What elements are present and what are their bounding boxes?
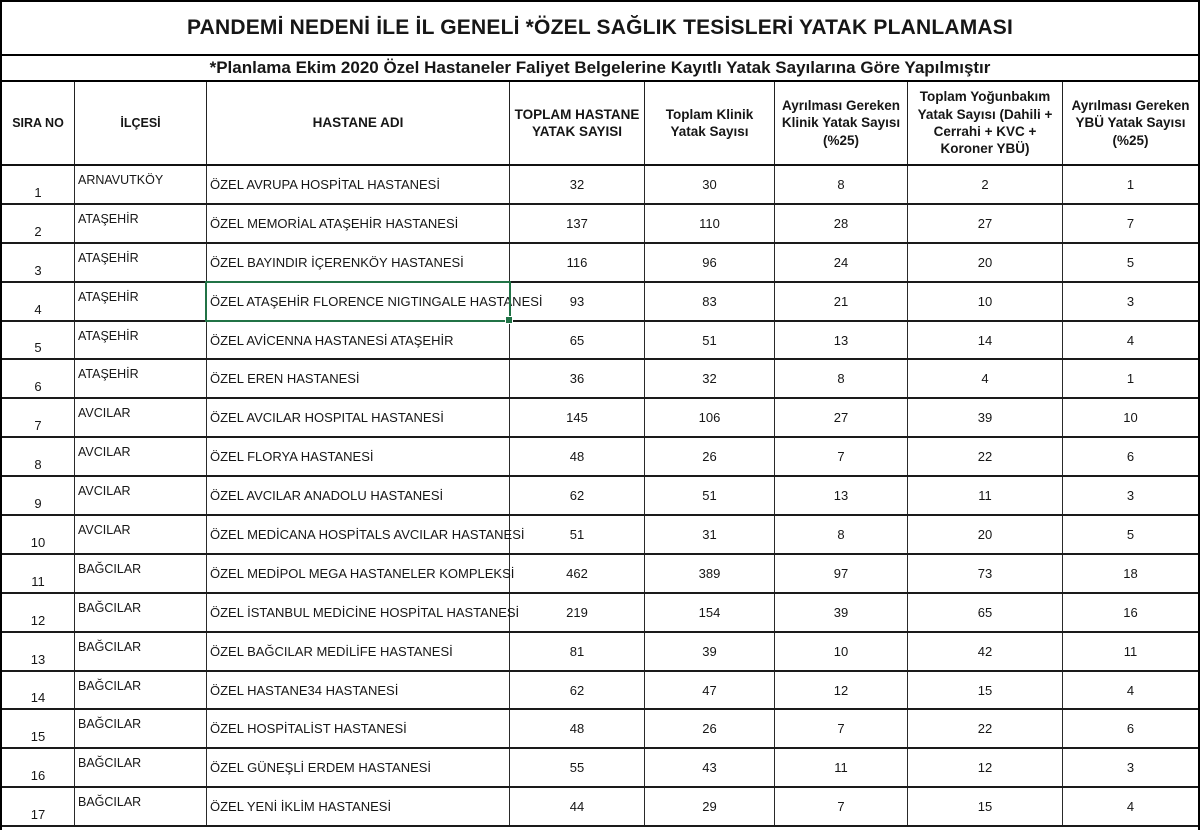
column-header-hastane-adi[interactable]: HASTANE ADI [207, 82, 510, 164]
cell-toplam-hastane-yatak[interactable]: 145 [510, 399, 645, 436]
cell-toplam-yogunbakim[interactable]: 11 [908, 477, 1063, 514]
cell-toplam-klinik-yatak[interactable]: 96 [645, 244, 775, 281]
cell-toplam-hastane-yatak[interactable]: 32 [510, 166, 645, 203]
cell-ayrilmasi-gereken-klinik[interactable]: 8 [775, 360, 908, 397]
cell-toplam-yogunbakim[interactable]: 20 [908, 244, 1063, 281]
cell-ayrilmasi-gereken-ybu[interactable]: 3 [1126, 488, 1135, 504]
cell-hastane-adi[interactable]: ÖZEL YENİ İKLİM HASTANESİ [207, 788, 510, 825]
cell-hastane-adi[interactable]: ÖZEL AVİCENNA HASTANESİ ATAŞEHİR [207, 322, 510, 359]
table-row [2, 166, 1198, 205]
page-title: PANDEMİ NEDENİ İLE İL GENELİ *ÖZEL SAĞLIK TESİSLERİ YATAK PLANLAMASI [2, 2, 1198, 56]
column-header-sira-no[interactable]: SIRA NO [2, 82, 75, 164]
cell-sira-no[interactable]: 4 [2, 283, 75, 320]
table-row [2, 710, 1198, 749]
cell-ayrilmasi-gereken-klinik[interactable]: 10 [775, 633, 908, 670]
table-row [2, 516, 1198, 555]
cell-toplam-klinik-yatak[interactable]: 389 [645, 555, 775, 592]
cell-hastane-adi[interactable]: ÖZEL AVCILAR HOSPITAL HASTANESİ [207, 399, 510, 436]
table-row [2, 244, 1198, 283]
cell-toplam-hastane-yatak[interactable]: 36 [510, 360, 645, 397]
column-header-ayrilmasi-ybu[interactable]: Ayrılması Gereken YBÜ Yatak Sayısı (%25) [1071, 98, 1190, 148]
table-row [2, 594, 1198, 633]
cell-toplam-yogunbakim[interactable]: 22 [908, 438, 1063, 475]
cell-ayrilmasi-gereken-klinik[interactable]: 12 [775, 672, 908, 709]
cell-sira-no[interactable]: 16 [2, 749, 75, 786]
cell-toplam-klinik-yatak[interactable]: 26 [645, 438, 775, 475]
cell-hastane-adi[interactable]: ÖZEL ATAŞEHİR FLORENCE NIGTINGALE HASTANESİ [207, 283, 510, 320]
cell-toplam-yogunbakim[interactable]: 14 [908, 322, 1063, 359]
cell-sira-no[interactable]: 8 [2, 438, 75, 475]
cell-ilcesi[interactable]: BAĞCILAR [75, 672, 207, 709]
cell-sira-no[interactable]: 5 [2, 322, 75, 359]
cell-toplam-hastane-yatak[interactable]: 116 [510, 244, 645, 281]
cell-toplam-klinik-yatak[interactable]: 39 [645, 633, 775, 670]
cell-ayrilmasi-gereken-ybu[interactable]: 5 [1126, 254, 1135, 270]
cell-toplam-yogunbakim[interactable]: 2 [908, 166, 1063, 203]
cell-ayrilmasi-gereken-ybu[interactable]: 1 [1126, 176, 1135, 192]
cell-sira-no[interactable]: 7 [2, 399, 75, 436]
cell-ayrilmasi-gereken-ybu[interactable]: 7 [1126, 215, 1135, 231]
cell-toplam-klinik-yatak[interactable]: 32 [645, 360, 775, 397]
cell-toplam-yogunbakim[interactable]: 39 [908, 399, 1063, 436]
cell-toplam-hastane-yatak[interactable]: 462 [510, 555, 645, 592]
cell-ilcesi[interactable]: BAĞCILAR [75, 749, 207, 786]
cell-toplam-klinik-yatak[interactable]: 43 [645, 749, 775, 786]
cell-ayrilmasi-gereken-ybu[interactable]: 4 [1126, 799, 1135, 815]
cell-ilcesi[interactable]: ATAŞEHİR [75, 205, 207, 242]
cell-toplam-yogunbakim[interactable]: 42 [908, 633, 1063, 670]
table-row [2, 555, 1198, 594]
cell-toplam-hastane-yatak[interactable]: 48 [510, 438, 645, 475]
cell-toplam-yogunbakim[interactable]: 10 [908, 283, 1063, 320]
cell-ilcesi[interactable]: ATAŞEHİR [75, 283, 207, 320]
cell-toplam-klinik-yatak[interactable]: 51 [645, 477, 775, 514]
column-header-toplam-klinik-yatak[interactable]: Toplam Klinik Yatak Sayısı [645, 82, 775, 164]
cell-ilcesi[interactable]: BAĞCILAR [75, 555, 207, 592]
cell-toplam-hastane-yatak[interactable]: 44 [510, 788, 645, 825]
cell-hastane-adi[interactable]: ÖZEL BAĞCILAR MEDİLİFE HASTANESİ [207, 633, 510, 670]
cell-toplam-hastane-yatak[interactable]: 55 [510, 749, 645, 786]
cell-toplam-hastane-yatak[interactable]: 51 [510, 516, 645, 553]
cell-ayrilmasi-gereken-ybu[interactable]: 4 [1126, 682, 1135, 698]
table-row [2, 322, 1198, 361]
cell-ilcesi[interactable]: ATAŞEHİR [75, 244, 207, 281]
cell-ayrilmasi-gereken-klinik[interactable]: 21 [775, 283, 908, 320]
cell-sira-no[interactable]: 15 [2, 710, 75, 747]
cell-hastane-adi[interactable]: ÖZEL AVCILAR ANADOLU HASTANESİ [207, 477, 510, 514]
cell-hastane-adi[interactable]: ÖZEL İSTANBUL MEDİCİNE HOSPİTAL HASTANESİ [207, 594, 510, 631]
cell-sira-no[interactable]: 6 [2, 360, 75, 397]
cell-sira-no[interactable]: 3 [2, 244, 75, 281]
cell-ilcesi[interactable]: AVCILAR [75, 516, 207, 553]
cell-ilcesi[interactable]: AVCILAR [75, 477, 207, 514]
cell-hastane-adi[interactable]: ÖZEL HOSPİTALİST HASTANESİ [207, 710, 510, 747]
table-row [2, 283, 1198, 322]
cell-ilcesi[interactable]: ATAŞEHİR [75, 360, 207, 397]
cell-ilcesi[interactable]: BAĞCILAR [75, 594, 207, 631]
cell-toplam-hastane-yatak[interactable]: 62 [510, 672, 645, 709]
cell-sira-no[interactable]: 17 [2, 788, 75, 825]
cell-toplam-hastane-yatak[interactable]: 93 [510, 283, 645, 320]
cell-ilcesi[interactable]: ARNAVUTKÖY [75, 166, 207, 203]
cell-toplam-yogunbakim[interactable]: 73 [908, 555, 1063, 592]
cell-ilcesi[interactable]: AVCILAR [75, 438, 207, 475]
cell-ayrilmasi-gereken-klinik[interactable]: 39 [775, 594, 908, 631]
cell-ilcesi[interactable]: BAĞCILAR [75, 633, 207, 670]
table-row [2, 360, 1198, 399]
cell-ayrilmasi-gereken-ybu[interactable]: 16 [1123, 604, 1138, 620]
cell-sira-no[interactable]: 1 [2, 166, 75, 203]
cell-ayrilmasi-gereken-klinik[interactable]: 7 [775, 788, 908, 825]
cell-ayrilmasi-gereken-ybu[interactable]: 5 [1126, 526, 1135, 542]
table-row [2, 399, 1198, 438]
table-row [2, 633, 1198, 672]
cell-ayrilmasi-gereken-ybu[interactable]: 1 [1126, 371, 1135, 387]
table-row [2, 749, 1198, 788]
table-row [2, 672, 1198, 711]
cell-ayrilmasi-gereken-klinik[interactable]: 28 [775, 205, 908, 242]
cell-hastane-adi[interactable]: ÖZEL MEDİPOL MEGA HASTANELER KOMPLEKSİ [207, 555, 510, 592]
cell-sira-no[interactable]: 11 [2, 555, 75, 592]
column-header-ayrilmasi-klinik[interactable]: Ayrılması Gereken Klinik Yatak Sayısı (%25) [775, 82, 908, 164]
cell-hastane-adi[interactable]: ÖZEL MEMORİAL ATAŞEHİR HASTANESİ [207, 205, 510, 242]
cell-ayrilmasi-gereken-ybu[interactable]: 6 [1126, 721, 1135, 737]
cell-toplam-hastane-yatak[interactable]: 65 [510, 322, 645, 359]
table-row [2, 438, 1198, 477]
cell-toplam-klinik-yatak[interactable]: 51 [645, 322, 775, 359]
cell-ayrilmasi-gereken-klinik[interactable]: 7 [775, 438, 908, 475]
cell-ilcesi[interactable]: ATAŞEHİR [75, 322, 207, 359]
cell-ayrilmasi-gereken-ybu[interactable]: 4 [1126, 332, 1135, 348]
table-row [2, 788, 1198, 827]
cell-toplam-yogunbakim[interactable]: 22 [908, 710, 1063, 747]
cell-ayrilmasi-gereken-klinik[interactable]: 8 [775, 166, 908, 203]
cell-hastane-adi[interactable]: ÖZEL EREN HASTANESİ [207, 360, 510, 397]
cell-toplam-klinik-yatak[interactable]: 26 [645, 710, 775, 747]
cell-ayrilmasi-gereken-klinik[interactable]: 97 [775, 555, 908, 592]
table-body [2, 166, 1198, 827]
page-subtitle: *Planlama Ekim 2020 Özel Hastaneler Faliyet Belgelerine Kayıtlı Yatak Sayılarına Göre Yapılmıştır [2, 56, 1198, 82]
cell-hastane-adi[interactable]: ÖZEL GÜNEŞLİ ERDEM HASTANESİ [207, 749, 510, 786]
cell-hastane-adi[interactable]: ÖZEL AVRUPA HOSPİTAL HASTANESİ [207, 166, 510, 203]
cell-toplam-hastane-yatak[interactable]: 48 [510, 710, 645, 747]
cell-sira-no[interactable]: 13 [2, 633, 75, 670]
cell-toplam-yogunbakim[interactable]: 65 [908, 594, 1063, 631]
cell-ayrilmasi-gereken-ybu[interactable]: 10 [1123, 410, 1138, 426]
cell-toplam-klinik-yatak[interactable]: 29 [645, 788, 775, 825]
cell-sira-no[interactable]: 14 [2, 672, 75, 709]
column-header-ilcesi[interactable]: İLÇESİ [75, 82, 207, 164]
cell-ayrilmasi-gereken-ybu[interactable]: 18 [1123, 565, 1138, 581]
table-row [2, 477, 1198, 516]
cell-toplam-yogunbakim[interactable]: 12 [908, 749, 1063, 786]
cell-toplam-yogunbakim[interactable]: 20 [908, 516, 1063, 553]
cell-toplam-hastane-yatak[interactable]: 81 [510, 633, 645, 670]
cell-toplam-klinik-yatak[interactable]: 83 [645, 283, 775, 320]
cell-ayrilmasi-gereken-ybu[interactable]: 3 [1126, 760, 1135, 776]
cell-toplam-yogunbakim[interactable]: 27 [908, 205, 1063, 242]
cell-ilcesi[interactable]: AVCILAR [75, 399, 207, 436]
cell-toplam-hastane-yatak[interactable]: 219 [510, 594, 645, 631]
table-header-row [2, 82, 1198, 166]
cell-toplam-klinik-yatak[interactable]: 30 [645, 166, 775, 203]
cell-hastane-adi[interactable]: ÖZEL FLORYA HASTANESİ [207, 438, 510, 475]
cell-ayrilmasi-gereken-ybu[interactable]: 3 [1126, 293, 1135, 309]
cell-ayrilmasi-gereken-klinik[interactable]: 13 [775, 477, 908, 514]
cell-hastane-adi[interactable]: ÖZEL HASTANE34 HASTANESİ [207, 672, 510, 709]
cell-toplam-yogunbakim[interactable]: 15 [908, 788, 1063, 825]
cell-ayrilmasi-gereken-klinik[interactable]: 7 [775, 710, 908, 747]
cell-ilcesi[interactable]: BAĞCILAR [75, 788, 207, 825]
cell-ayrilmasi-gereken-ybu[interactable]: 6 [1126, 449, 1135, 465]
cell-sira-no[interactable]: 10 [2, 516, 75, 553]
cell-ayrilmasi-gereken-klinik[interactable]: 24 [775, 244, 908, 281]
column-header-toplam-yogunbakim[interactable]: Toplam Yoğunbakım Yatak Sayısı (Dahili + Cerrahi + KVC + Koroner YBÜ) [908, 82, 1063, 164]
cell-hastane-adi[interactable]: ÖZEL MEDİCANA HOSPİTALS AVCILAR HASTANESİ [207, 516, 510, 553]
cell-sira-no[interactable]: 9 [2, 477, 75, 514]
cell-ilcesi[interactable]: BAĞCILAR [75, 710, 207, 747]
cell-ayrilmasi-gereken-klinik[interactable]: 13 [775, 322, 908, 359]
cell-sira-no[interactable]: 2 [2, 205, 75, 242]
cell-ayrilmasi-gereken-klinik[interactable]: 8 [775, 516, 908, 553]
cell-toplam-klinik-yatak[interactable]: 154 [645, 594, 775, 631]
cell-toplam-hastane-yatak[interactable]: 137 [510, 205, 645, 242]
cell-toplam-yogunbakim[interactable]: 15 [908, 672, 1063, 709]
table-row [2, 205, 1198, 244]
cell-toplam-yogunbakim[interactable]: 4 [908, 360, 1063, 397]
cell-toplam-klinik-yatak[interactable]: 110 [645, 205, 775, 242]
cell-ayrilmasi-gereken-klinik[interactable]: 27 [775, 399, 908, 436]
cell-toplam-hastane-yatak[interactable]: 62 [510, 477, 645, 514]
cell-toplam-klinik-yatak[interactable]: 106 [645, 399, 775, 436]
cell-ayrilmasi-gereken-ybu[interactable]: 11 [1123, 643, 1138, 659]
cell-ayrilmasi-gereken-klinik[interactable]: 11 [775, 749, 908, 786]
cell-sira-no[interactable]: 12 [2, 594, 75, 631]
cell-toplam-klinik-yatak[interactable]: 31 [645, 516, 775, 553]
cell-toplam-klinik-yatak[interactable]: 47 [645, 672, 775, 709]
cell-hastane-adi[interactable]: ÖZEL BAYINDIR İÇERENKÖY HASTANESİ [207, 244, 510, 281]
column-header-toplam-hastane-yatak[interactable]: TOPLAM HASTANE YATAK SAYISI [510, 82, 645, 164]
